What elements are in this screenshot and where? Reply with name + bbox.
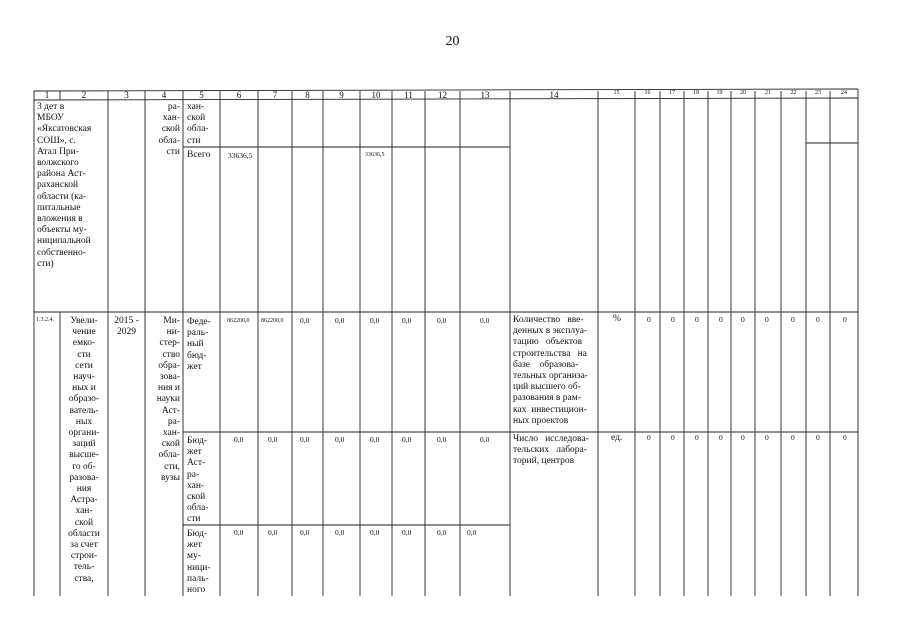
header-col-15: 15 <box>613 90 620 96</box>
row3-col13: 0,0 <box>467 528 477 537</box>
row3-col9: 0,0 <box>335 528 345 537</box>
header-col-12: 12 <box>438 90 447 100</box>
row2-col7: 0,0 <box>268 435 278 444</box>
row3-col12: 0,0 <box>437 528 447 537</box>
header-col-18: 18 <box>693 90 699 96</box>
header-col-14: 14 <box>549 90 559 100</box>
page-number: 20 <box>445 34 460 49</box>
row1-target-24: 0 <box>843 315 847 324</box>
row2-target-22: 0 <box>791 433 795 442</box>
row1-col9: 0,0 <box>335 316 345 325</box>
block1-executor: ра- хан- ской обла- сти <box>158 102 180 157</box>
row1-target-21: 0 <box>765 315 769 324</box>
row2-col13: 0,0 <box>480 435 490 444</box>
header-col-22: 22 <box>790 90 797 96</box>
row3-col6: 0,0 <box>234 528 244 537</box>
block2-code: 1.3.2.4. <box>36 317 54 323</box>
header-col-6: 6 <box>236 90 242 100</box>
block1-name: 3 дет в МБОУ «Яксатовская СОШ», с. Атал При- волжского района Аст- раханской области (ка- питальные вложения в объекты му- ниципальной собственно- сти) <box>37 102 92 269</box>
row1-col8: 0,0 <box>300 316 310 325</box>
header-col-24: 24 <box>841 90 847 96</box>
row1-target-16: 0 <box>647 315 651 324</box>
row2-target-23: 0 <box>816 433 820 442</box>
row2-source: Бюд- жет Аст- ра- хан- ской обла- сти <box>187 436 209 525</box>
row2-target-18: 0 <box>695 433 699 442</box>
row2-target-20: 0 <box>741 433 745 442</box>
row1-indicator: Количество вве- денных в эксплуа- тацию объектов строительства на базе образова- тельных организа- ций высшего об- разования в рам- ках инвестицион- ных проектов <box>513 315 588 426</box>
row1-target-17: 0 <box>671 315 675 324</box>
row2-target-21: 0 <box>765 433 769 442</box>
row1-col7: 862200,0 <box>261 318 284 324</box>
row2-col9: 0,0 <box>335 435 345 444</box>
row1-target-18: 0 <box>695 315 699 324</box>
row3-col8: 0,0 <box>300 528 310 537</box>
header-col-8: 8 <box>305 90 310 100</box>
header-col-11: 11 <box>404 90 413 100</box>
header-col-19: 19 <box>716 90 723 96</box>
header-col-21: 21 <box>765 90 771 96</box>
header-col-7: 7 <box>272 90 278 100</box>
block2-period: 2015 - 2029 <box>114 316 139 338</box>
header-col-13: 13 <box>480 90 490 100</box>
block1-total-col10: 33636,5 <box>365 152 385 158</box>
row1-target-20: 0 <box>741 315 745 324</box>
header-col-10: 10 <box>371 90 381 100</box>
header-col-17: 17 <box>669 90 675 96</box>
row2-indicator: Число исследова- тельских лабора- торий, центров <box>513 434 589 467</box>
header-col-9: 9 <box>339 90 344 100</box>
row2-target-24: 0 <box>843 433 847 442</box>
block1-source-region: хан- ской обла- сти <box>187 102 209 146</box>
row2-unit: ед. <box>611 433 623 443</box>
row1-unit: % <box>613 314 621 324</box>
row2-target-17: 0 <box>671 433 675 442</box>
header-col-1: 1 <box>44 90 50 100</box>
header-col-5: 5 <box>199 90 204 100</box>
row3-col11: 0,0 <box>402 528 412 537</box>
header-col-4: 4 <box>161 90 167 100</box>
header-col-3: 3 <box>124 90 129 100</box>
block2-executor: Ми- ни- стер- ство обра- зова- ния и науки Аст- ра- хан- ской обла- сти, вузы <box>156 316 180 483</box>
row2-target-19: 0 <box>719 433 723 442</box>
block1-source-total: Всего <box>187 150 211 160</box>
row1-source: Феде- раль- ный бюд- жет <box>187 317 211 372</box>
row1-col12: 0,0 <box>437 316 447 325</box>
block2-name: Увели- чение емко- сти сети науч- ных и образо- ватель- ных органи- заций высше- го об- разова- ния Астра- хан- ской области за счет строи- тель- ства, <box>68 316 100 584</box>
row1-col13: 0,0 <box>480 316 490 325</box>
row1-target-23: 0 <box>816 315 820 324</box>
row1-col11: 0,0 <box>402 316 412 325</box>
row2-col12: 0,0 <box>437 435 447 444</box>
header-col-20: 20 <box>740 90 746 96</box>
row1-target-22: 0 <box>791 315 795 324</box>
row3-source: Бюд- жет му- ници- паль- ного <box>187 529 211 596</box>
row1-col6: 862200,0 <box>227 318 250 324</box>
row2-col11: 0,0 <box>402 435 412 444</box>
header-col-2: 2 <box>81 90 87 100</box>
header-col-23: 23 <box>815 90 821 96</box>
block1-total-col6: 33636,5 <box>228 151 253 160</box>
row1-target-19: 0 <box>719 315 723 324</box>
row3-col10: 0,0 <box>370 528 380 537</box>
row1-col10: 0,0 <box>370 316 380 325</box>
header-col-16: 16 <box>644 90 651 96</box>
row2-col10: 0,0 <box>370 435 380 444</box>
row2-target-16: 0 <box>647 433 651 442</box>
row2-col8: 0,0 <box>300 435 310 444</box>
row3-col7: 0,0 <box>268 528 278 537</box>
row2-col6: 0,0 <box>234 435 244 444</box>
